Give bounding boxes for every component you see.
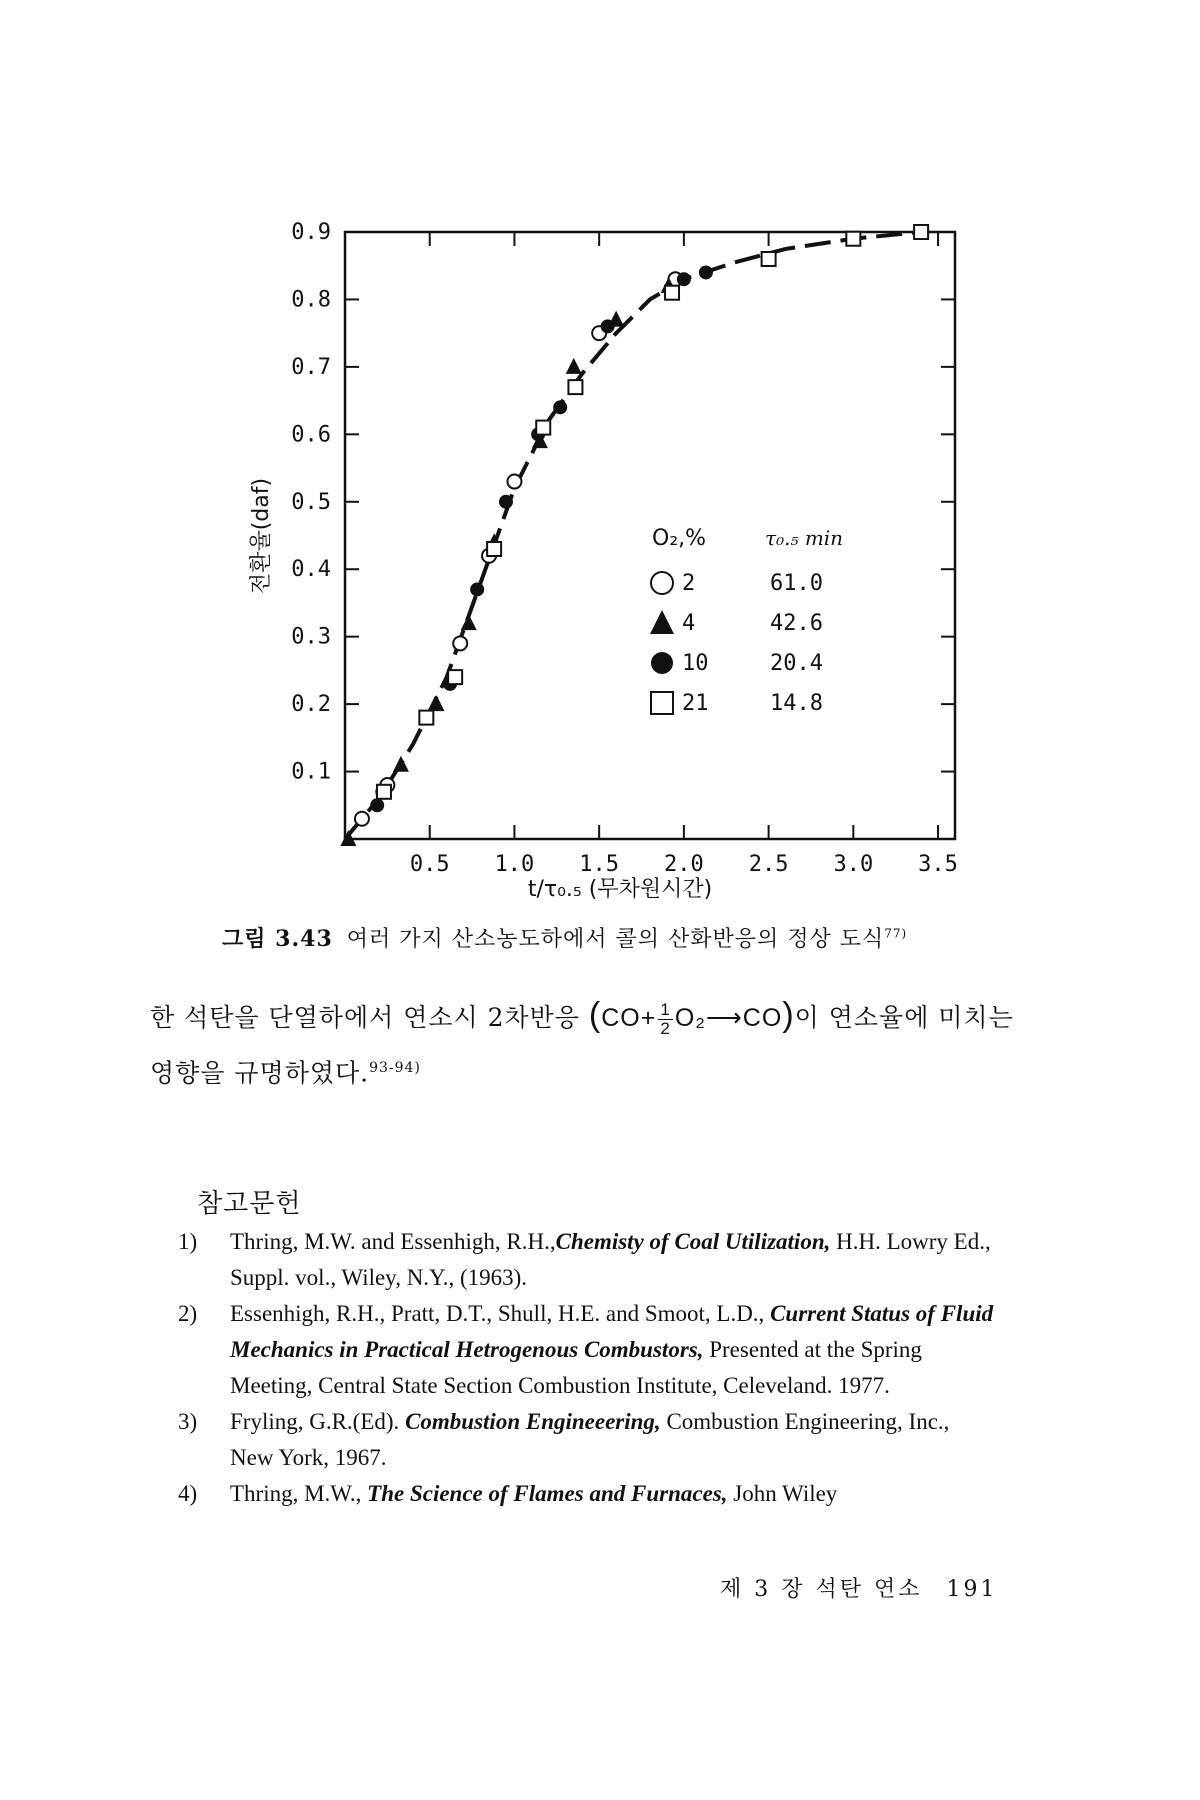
data-point-o2-10	[651, 652, 673, 674]
x-tick-label: 2.0	[664, 852, 704, 877]
reference-item	[178, 1404, 998, 1476]
legend-tau-value: 42.6	[770, 611, 823, 636]
data-point-o2-21	[665, 286, 679, 300]
x-tick-label: 3.5	[918, 852, 958, 877]
data-point-o2-2	[355, 812, 369, 826]
data-point-o2-10	[553, 400, 567, 414]
eq-rest: O₂⟶CO	[674, 1004, 783, 1032]
y-tick-label: 0.6	[291, 422, 331, 448]
y-tick-label: 0.7	[291, 354, 331, 380]
caption-ref: 77)	[884, 926, 908, 941]
data-point-o2-21	[448, 670, 462, 684]
reference-item	[178, 1296, 998, 1404]
y-tick-label: 0.4	[291, 557, 331, 583]
data-point-o2-10	[370, 798, 384, 812]
data-point-o2-2	[507, 475, 521, 489]
data-point-o2-4	[650, 610, 674, 634]
data-point-o2-10	[499, 495, 513, 509]
eq-frac-num: 1	[660, 999, 671, 1019]
reference-title: Chemisty of Coal Utilization,	[555, 1229, 831, 1254]
y-tick-label: 0.2	[291, 692, 331, 718]
legend-tau-value: 61.0	[770, 571, 823, 596]
data-point-o2-4	[566, 358, 582, 374]
x-tick-label: 3.0	[833, 852, 874, 877]
body-text-1: 한 석탄을 단열하에서 연소시 2차반응	[150, 1003, 589, 1032]
x-tick-label: 0.5	[409, 852, 450, 877]
data-point-o2-4	[429, 695, 445, 711]
y-tick-label: 0.8	[291, 287, 331, 313]
x-tick-label: 1.5	[579, 852, 620, 877]
data-point-o2-21	[536, 421, 550, 435]
legend-o2-value: 4	[682, 611, 696, 636]
data-point-o2-10	[470, 582, 484, 596]
reaction-equation	[588, 996, 795, 1038]
figure-caption	[222, 922, 1022, 953]
eq-fraction	[658, 1001, 672, 1038]
eq-rparen: )	[782, 996, 795, 1034]
legend-header-tau: τ₀.₅ min	[765, 526, 844, 550]
data-point-o2-21	[419, 711, 433, 725]
plot-frame	[345, 232, 955, 839]
data-point-o2-2	[453, 636, 467, 650]
y-axis-label: 전환율(daf)	[249, 477, 274, 595]
reference-title: Current Status of Fluid Mechanics in Practical Hetrogenous Combustors,	[230, 1301, 994, 1362]
legend-tau-value: 20.4	[770, 651, 823, 676]
reference-number: 2)	[178, 1301, 198, 1326]
data-point-o2-21	[487, 542, 501, 556]
references-heading: 참고문헌	[197, 1189, 302, 1219]
data-point-o2-21	[846, 232, 860, 246]
y-tick-label: 0.1	[291, 759, 331, 785]
data-point-o2-21	[762, 252, 776, 266]
body-text-2: 이 연소율에 미치는 영향을 규명하였다.	[150, 1003, 1014, 1088]
page-number: 191	[946, 1577, 998, 1602]
eq-frac-den: 2	[660, 1018, 671, 1038]
body-ref: 93-94)	[369, 1060, 421, 1076]
data-point-o2-21	[651, 692, 673, 714]
data-point-o2-2	[651, 572, 673, 594]
legend-o2-value: 2	[682, 571, 696, 596]
reference-number: 4)	[178, 1481, 198, 1506]
legend-tau-value: 14.8	[770, 691, 823, 716]
reference-item	[178, 1476, 998, 1512]
data-point-o2-10	[699, 265, 713, 279]
eq-lparen: (	[588, 996, 602, 1034]
reference-details: H.H. Lowry Ed., Suppl. vol., Wiley, N.Y., (1963).	[230, 1229, 991, 1290]
x-tick-label: 1.0	[494, 852, 535, 877]
body-paragraph	[150, 990, 1030, 1098]
reference-number: 3)	[178, 1409, 198, 1434]
legend-o2-value: 21	[682, 691, 709, 716]
data-point-o2-10	[677, 272, 691, 286]
reference-title: Combustion Engineeering,	[405, 1409, 661, 1434]
data-point-o2-4	[461, 614, 477, 630]
reference-authors: Thring, M.W.,	[230, 1481, 368, 1506]
y-tick-label: 0.3	[291, 624, 331, 650]
footer-chapter: 제 3 장 석탄 연소	[720, 1577, 923, 1602]
x-tick-label: 2.5	[748, 852, 789, 877]
reference-list	[178, 1224, 998, 1512]
data-point-o2-21	[914, 225, 928, 239]
reference-number: 1)	[178, 1229, 198, 1254]
figure-caption-text: 여러 가지 산소농도하에서 콜의 산화반응의 정상 도식	[346, 927, 885, 952]
reference-authors: Fryling, G.R.(Ed).	[230, 1409, 406, 1434]
y-tick-label: 0.9	[291, 220, 331, 245]
reference-details: John Wiley	[727, 1481, 838, 1506]
page-footer	[720, 1572, 997, 1603]
reference-details: Combustion Engineering, Inc., New York, 1967.	[230, 1409, 950, 1470]
legend-header-o2: O₂,%	[652, 526, 707, 551]
reference-details: Presented at the Spring Meeting, Central State Section Combustion Institute, Celeveland. 1977.	[230, 1337, 922, 1398]
reference-item	[178, 1224, 998, 1296]
reference-title: The Science of Flames and Furnaces,	[367, 1481, 728, 1506]
reference-authors: Essenhigh, R.H., Pratt, D.T., Shull, H.E. and Smoot, L.D.,	[230, 1301, 771, 1326]
y-tick-label: 0.5	[291, 489, 331, 515]
data-point-o2-4	[393, 756, 409, 772]
x-axis-label: t/τ₀.₅ (무차원시간)	[527, 877, 713, 902]
figure-number: 그림 3.43	[222, 926, 333, 952]
reference-authors: Thring, M.W. and Essenhigh, R.H.,	[230, 1229, 556, 1254]
eq-co: CO+	[601, 1004, 657, 1032]
legend-o2-value: 10	[682, 651, 709, 676]
data-point-o2-21	[377, 785, 391, 799]
data-point-o2-21	[568, 380, 582, 394]
data-point-o2-10	[601, 319, 615, 333]
